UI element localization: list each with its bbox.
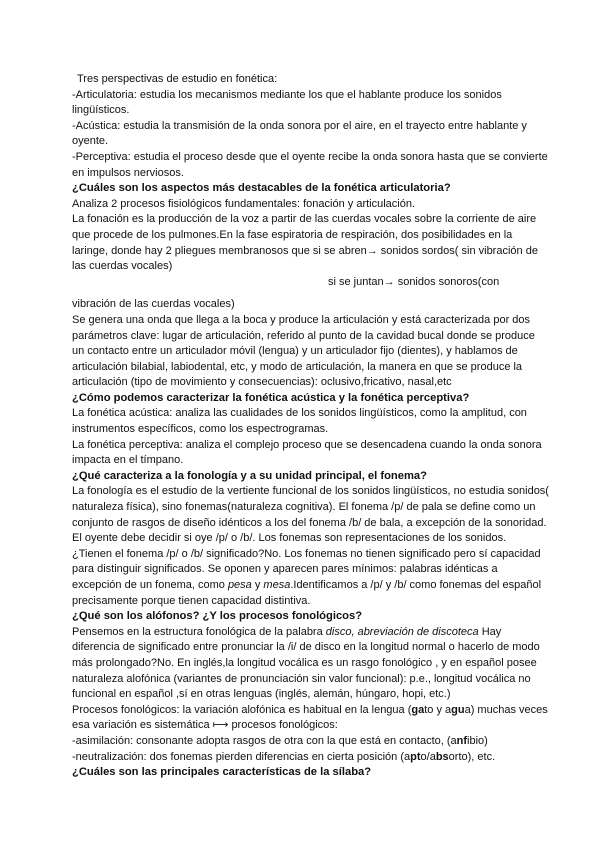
paragraph: La fonética perceptiva: analiza el complejo proceso que se desencadena cuando la onda sonora impacta en el tímpano.: [72, 438, 542, 467]
text-run: Pensemos en la estructura fonológica de la palabra: [72, 625, 326, 638]
text-run: .Identificamos a /p/ y /b/ como fonemas del español precisamente porque tienen capacidad distintiva.: [72, 579, 542, 607]
bold-letters: pt: [410, 750, 421, 763]
text-run: o/a: [420, 750, 436, 763]
italic-word: mesa: [263, 579, 291, 591]
text-run: -asimilación: consonante adopta rasgos de otra con la que está en contacto, (a: [72, 734, 457, 747]
bold-letters: ga: [411, 703, 425, 716]
bold-letters: nf: [456, 734, 468, 747]
paragraph: La fonología es el estudio de la vertiente funcional de los sonidos lingüísticos, no estudia sonidos( naturaleza física), sino fonemas(naturaleza cognitiva). El fonema /p/ de pala se define como un conjunto de rasgos de diseño idénticos a los del fonema /b/ de bala, a excepción de la sonoridad. El oyente debe decidir si oye /p/ o /b/. Los fonemas son representaciones de los sonidos.: [72, 485, 549, 545]
paragraph: Se genera una onda que llega a la boca y produce la articulación y está caracterizada por dos parámetros clave: lugar de articulación, referido al punto de la cavidad bucal donde se produce un contacto entre un articulador móvil (lengua) y un articulador fijo (dientes), y hablamos de articulación bilabial, labiodental, etc, y modo de articulación, la manera en que se produce la articulación (tipo de movimiento y consecuencias): oclusivo,fricativo, nasal,etc: [72, 313, 535, 389]
paragraph: Analiza 2 procesos fisiológicos fundamentales: fonación y articulación.: [72, 197, 416, 210]
section-heading-fonologia: ¿Qué caracteriza a la fonología y a su unidad principal, el fonema?: [72, 469, 427, 482]
intro-perceptiva: -Perceptiva: estudia el proceso desde que el oyente recibe la onda sonora hasta que se convierte en impulsos nerviosos.: [72, 150, 548, 179]
paragraph: [72, 547, 550, 609]
italic-phrase: disco, abreviación de discoteca: [325, 625, 479, 638]
spacer: [72, 290, 550, 297]
section-heading-acustica-perceptiva: ¿Cómo podemos caracterizar la fonética acústica y la fonética perceptiva?: [72, 391, 470, 404]
intro-articulatoria: -Articulatoria: estudia los mecanismos mediante los que el hablante produce los sonidos lingüísticos.: [72, 88, 502, 117]
text-run: ¿Tienen el fonema /p/ o /b/ significado?No. Los fonemas no tienen significado pero sí capacidad para distinguir significados. Se oponen y aparecen pares mínimos: palabras idénticas a excepción de un fonema, como: [72, 547, 541, 591]
bold-letters: bs: [435, 750, 449, 763]
text-run: Procesos fonológicos: la variación alofónica es habitual en la lengua (: [72, 703, 412, 716]
paragraph: La fonética acústica: analiza las cualidades de los sonidos lingüísticos, como la amplitud, con instrumentos específicos, como los espectrogramas.: [72, 407, 527, 436]
intro-title: Tres perspectivas de estudio en fonética:: [77, 73, 278, 85]
text-run: Hay diferencia de significado entre pronunciar la /i/ de disco en la longitud normal o hacerlo de modo más prolongado?No. En inglés,la longitud vocálica es un rasgo fonológico , y en español posee naturaleza alofónica (variantes de pronunciación sin valor funcional): p.e., longitud vocálica no funcional en español ,sí en otras lenguas (inglés, alemán, húngaro, hopi, etc.): [72, 625, 540, 701]
paragraph: La fonación es la producción de la voz a partir de las cuerdas vocales sobre la corriente de aire que procede de los pulmones.En la fase espiratoria de respiración, dos posibilidades en la laringe, donde hay 2 pliegues membranosos que si se abren→ sonidos sordos( sin vibración de las cuerdas vocales): [72, 213, 538, 273]
paragraph: [72, 734, 550, 750]
text-run: -neutralización: dos fonemas pierden diferencias en cierta posición (a: [72, 750, 411, 763]
section-heading-alofonos: ¿Qué son los alófonos? ¿Y los procesos fonológicos?: [72, 610, 363, 623]
paragraph: [72, 625, 550, 703]
paragraph: [72, 703, 550, 734]
bold-letters: gu: [451, 703, 465, 716]
text-run: ibio): [467, 734, 488, 747]
text-run: orto), etc.: [448, 750, 496, 763]
section-heading-silaba: ¿Cuáles son las principales características de la sílaba?: [72, 766, 372, 779]
italic-word: pesa: [227, 579, 252, 591]
text-run: a) muchas veces esa variación es sistemática ⟼ procesos fonológicos:: [72, 703, 548, 732]
text-run: y: [251, 579, 264, 591]
section-heading-articulatoria: ¿Cuáles son los aspectos más destacables de la fonética articulatoria?: [72, 182, 451, 195]
paragraph: [72, 750, 550, 766]
intro-acustica: -Acústica: estudia la transmisión de la onda sonora por el aire, en el trayecto entre hablante y oyente.: [72, 119, 527, 148]
paragraph: vibración de las cuerdas vocales): [72, 298, 235, 311]
paragraph: si se juntan→ sonidos sonoros(con: [328, 275, 500, 288]
text-run: to y a: [424, 703, 452, 716]
